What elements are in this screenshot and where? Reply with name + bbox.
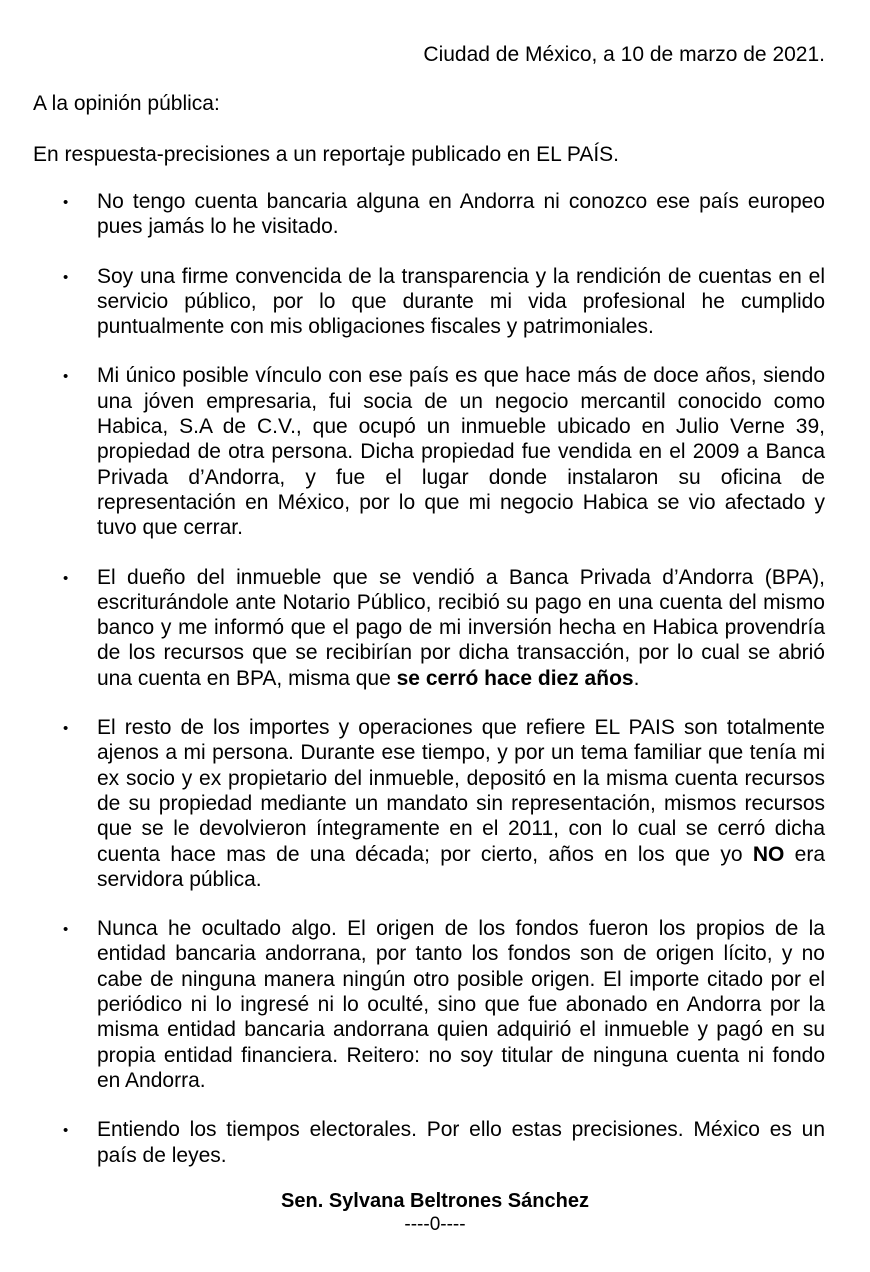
- bullet-icon: •: [63, 368, 69, 386]
- salutation: A la opinión pública:: [33, 92, 220, 115]
- statement-text: Mi único posible vínculo con ese país es que hace más de doce años, siendo una jóven empresaria, fui socia de un negocio mercantil conocido como Habica, S.A de C.V., que ocupó un inmueble ubicado en Julio Verne 39, propiedad de otra persona. Dicha propiedad fue vendida en el 2009 a Banca Privada d’Andorra, y fue el lugar donde instalaron su oficina de representación en México, por lo que mi negocio Habica se vio afectado y tuvo que cerrar.: [97, 364, 825, 540]
- bullet-icon: •: [63, 194, 69, 211]
- statement-item-1: [63, 189, 825, 240]
- statement-item-3: [63, 363, 825, 540]
- statement-item-4: [63, 565, 825, 691]
- bullet-icon: •: [63, 268, 69, 286]
- statement-item-6: [63, 916, 825, 1093]
- statement-text: El resto de los importes y operaciones que refiere EL PAIS son totalmente ajenos a mi persona. Durante ese tiempo, y por un tema familiar que tenía mi ex socio y ex propietario del inmueble, depositó en la misma cuenta recursos de su propiedad mediante un mandato sin representación, mismos recursos que se le devolvieron íntegramente en el 2011, con lo cual se cerró dicha cuenta hace mas de una década; por cierto, años en los que yo: [97, 716, 825, 866]
- bullet-icon: •: [63, 921, 69, 939]
- emphasis-text: NO: [752, 842, 785, 866]
- statement-item-2: [63, 264, 825, 340]
- statement-text-end: .: [633, 666, 640, 690]
- statement-text: Entiendo los tiempos electorales. Por ello estas precisiones. México es un país de leyes.: [97, 1118, 825, 1167]
- date-line: Ciudad de México, a 10 de marzo de 2021.: [423, 43, 825, 66]
- intro-line: En respuesta-precisiones a un reportaje publicado en EL PAÍS.: [33, 143, 620, 166]
- statement-text: No tengo cuenta bancaria alguna en Andorra ni conozco ese país europeo pues jamás lo he visitado.: [97, 190, 825, 239]
- signature: Sen. Sylvana Beltrones Sánchez: [281, 1190, 589, 1212]
- statement-item-5: [63, 715, 825, 892]
- statement-text-end: era servidora pública.: [97, 842, 825, 891]
- statement-item-7: [63, 1117, 825, 1168]
- emphasis-text: se cerró hace diez años: [396, 666, 634, 690]
- bullet-icon: •: [63, 569, 69, 587]
- statement-text: Soy una firme convencida de la transparencia y la rendición de cuentas en el servicio público, por lo que durante mi vida profesional he cumplido puntualmente con mis obligaciones fiscales y patrimoniales.: [97, 264, 825, 339]
- bullet-icon: •: [63, 720, 69, 738]
- statement-text: Nunca he ocultado algo. El origen de los fondos fueron los propios de la entidad bancaria andorrana, por tanto los fondos son de origen lícito, y no cabe de ninguna manera ningún otro posible origen. El importe citado por el periódico ni lo ingresé ni lo oculté, sino que fue abonado en Andorra por la misma entidad bancaria andorrana quien adquirió el inmueble y pagó en su propia entidad financiera. Reitero: no soy titular de ninguna cuenta ni fondo en Andorra.: [97, 917, 825, 1092]
- bullet-icon: •: [63, 1122, 69, 1140]
- statement-list: [0, 189, 870, 1168]
- statement-text: El dueño del inmueble que se vendió a Banca Privada d’Andorra (BPA), escriturándole ante Notario Público, recibió su pago en una cuenta del mismo banco y me informó que el pago de mi inversión hecha en Habica provendría de los recursos que se recibirían por dicha transacción, por lo cual se abrió una cuenta en BPA, misma que: [97, 565, 825, 690]
- closing-mark: ----0----: [404, 1214, 466, 1235]
